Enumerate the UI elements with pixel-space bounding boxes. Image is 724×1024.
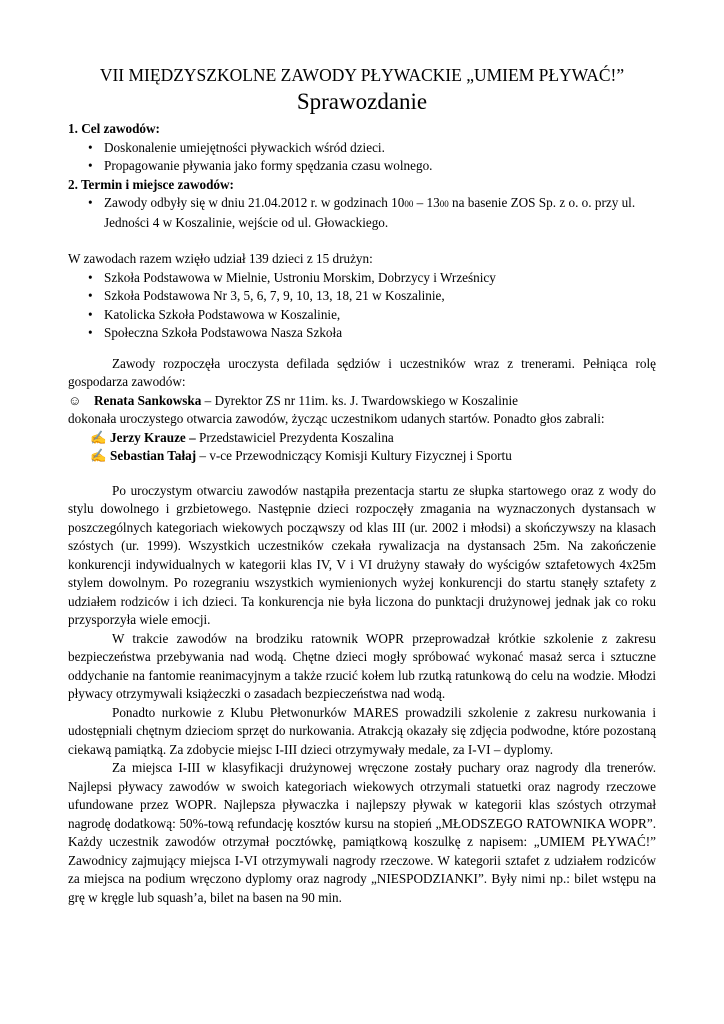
list-item: • Szkoła Podstawowa w Mielnie, Ustroniu Morskim, Dobrzycy i Wrześnicy [88,269,656,288]
section-1-heading: 1. Cel zawodów: [68,121,160,136]
list-item: • Doskonalenie umiejętności pływackich wśród dzieci. [88,139,656,158]
list-item: • Społeczna Szkoła Podstawowa Nasza Szkoła [88,324,656,343]
smiley-icon: ☺ [68,392,82,408]
bullet-icon: • [88,269,93,285]
body-paragraph: Za miejsca I-III w klasyfikacji drużynowej wręczone zostały puchary oraz nagrody dla trenerów. Najlepsi pływacy zawodów w swoich kategoriach wiekowych otrzymali statuetki oraz nagrody rzeczowe ufundowane przez WOPR. Najlepsza pływaczka i najlepszy pływak w kategorii klas szóstych otrzymał nagrodę dodatkową: 50%-tową refundację kosztów kursu na stopień „MŁODSZEGO RATOWNIKA WOPR”. Każdy uczestnik zawodów otrzymał pocztówkę, pamiątkową koszulkę z napisem: „UMIEM PŁYWAĆ!” Zawodnicy zajmujący miejsca I-VI otrzymywali nagrody rzeczowe. W kategorii sztafet z udziałem rodziców za miejsca na podium wręczono dyplomy oraz nagrody „NIESPODZIANKI”. Były nimi np.: bilet wstępu na grę w kręgle lub squash’a, bilet na basen na 90 min. [68,760,656,905]
body-paragraph: W trakcie zawodów na brodziku ratownik WOPR przeprowadzał krótkie szkolenie z zakresu bezpieczeństwa przebywania nad wodą. Chętne dzieci mogły spróbować wykonać masaż serca i sztuczne oddychanie na fantomie reanimacyjnym a także rzucić kołem lub rzutką ratunkową do celu na wodzie. Młodzi pływacy otrzymywali książeczki o zasadach bezpieczeństwa nad wodą. [68,630,656,701]
date-place-list [68,194,656,232]
document-page [68,64,656,907]
bullet-icon: • [88,195,93,210]
host-role: – Dyrektor ZS nr 11im. ks. J. Twardowskiego w Koszalinie [201,392,519,408]
opening-paragraph: Zawody rozpoczęła uroczysta defilada sędziów i uczestników wraz z trenerami. Pełniąca rolę gospodarza zawodów: [68,355,656,389]
bullet-icon: • [88,139,93,155]
list-item: • Propagowanie pływania jako formy spędzania czasu wolnego. [88,157,656,176]
writing-hand-icon: ✍ [90,429,107,445]
host-name: Renata Sankowska [94,392,202,408]
document-title: VII MIĘDZYSZKOLNE ZAWODY PŁYWACKIE „UMIEM PŁYWAĆ!” [99,65,625,85]
body-paragraph: Po uroczystym otwarciu zawodów nastąpiła prezentacja startu ze słupka startowego oraz z wody do stylu dowolnego i grzbietowego. Następnie dzieci rozpoczęły zmagania na wyznaczonych dystansach w poszczególnych kategoriach wiekowych począwszy od klas III (ur. 2002 i młodsi) a skończywszy na klasach szóstych (ur. 1999). Wszystkich uczestników czekała rywalizacja na dystansach 25m. Na zakończenie konkurencji indywidualnych w kategorii klas IV, V i VI drużyny stawały do wyścigów sztafetowych 4x25m stylem dowolnym. Po rozegraniu wszystkich wymienionych wyżej konkurencji do startu stanęły sztafety z udziałem rodziców i ich dzieci. Ta konkurencja nie była liczona do punktacji drużynowej jednak jak co roku przysporzyła wiele emocji. [68,482,656,627]
body-paragraph: Ponadto nurkowie z Klubu Płetwonurków MARES prowadzili szkolenie z zakresu nurkowania i udostępniali chętnym dzieciom sprzęt do nurkowania. Atrakcją okazały się zdjęcia podwodne, które pozostaną ciekawą pamiątką. Za zdobycie miejsc I-III dzieci otrzymywały medale, za I-VI – dyplomy. [68,704,656,757]
document-subtitle: Sprawozdanie [296,89,428,114]
schools-list [68,269,656,343]
bullet-icon: • [88,325,93,340]
speaker-role: Przedstawiciel Prezydenta Koszalina [195,429,394,445]
list-item: • Zawody odbyły się w dniu 21.04.2012 r. w godzinach 1000 – 1300 na basenie ZOS Sp. z o. o. przy ul. Jedności 4 w Koszalinie, wejście od ul. Głowackiego. [88,195,636,230]
speaker-role: – v-ce Przewodniczący Komisji Kultury Fizycznej i Sportu [196,448,512,463]
speaker-line [68,429,656,448]
speaker-name: Sebastian Tałaj [110,448,197,463]
bullet-icon: • [88,306,93,322]
list-item: • Katolicka Szkoła Podstawowa w Koszalinie, [88,306,656,325]
writing-hand-icon: ✍ [90,448,107,463]
bullet-icon: • [88,288,93,303]
participants-intro: W zawodach razem wzięło udział 139 dzieci z 15 drużyn: [68,251,373,266]
speaker-name: Jerzy Krauze – [110,429,196,445]
goals-list [68,139,656,176]
speaker-line [68,447,656,466]
section-2-heading: 2. Termin i miejsce zawodów: [68,176,234,192]
bullet-icon: • [88,158,93,173]
host-line [68,392,656,411]
list-item: • Szkoła Podstawowa Nr 3, 5, 6, 7, 9, 10, 13, 18, 21 w Koszalinie, [88,287,656,306]
host-description: dokonała uroczystego otwarcia zawodów, życząc uczestnikom udanych startów. Ponadto głos zabrali: [68,411,605,426]
